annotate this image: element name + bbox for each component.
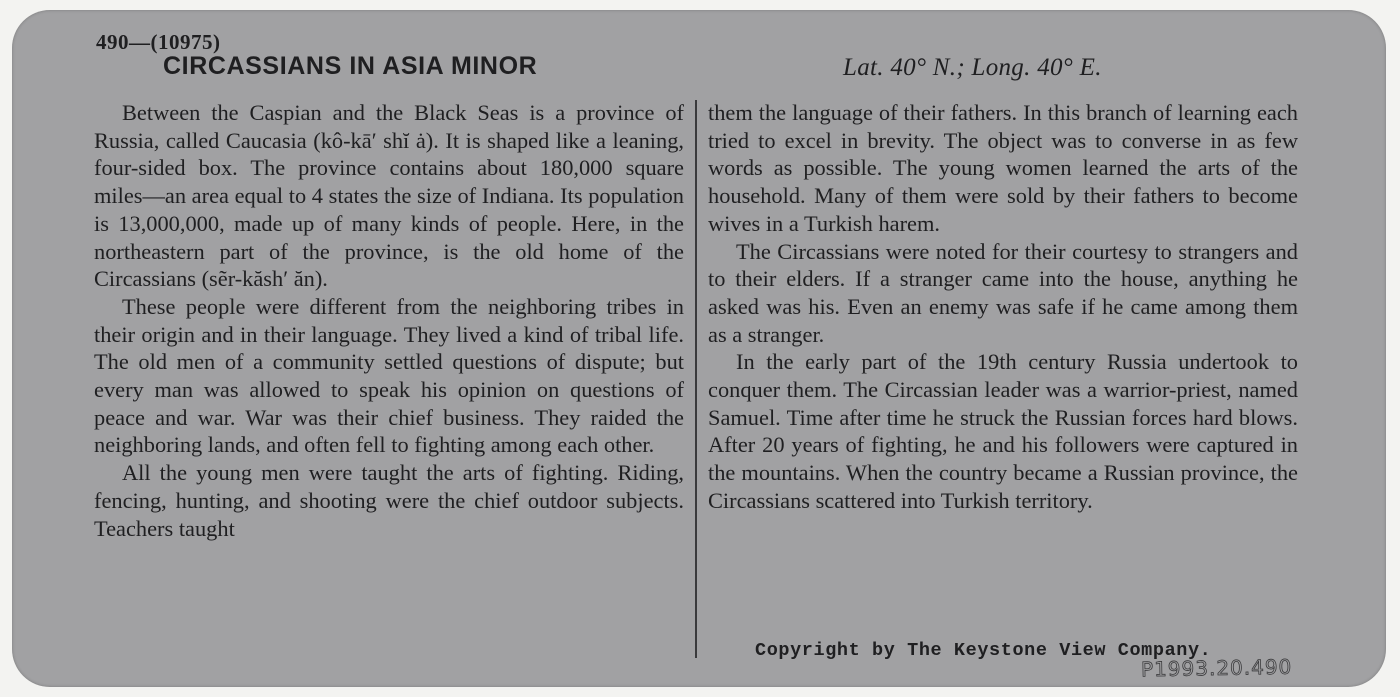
right-text-column bbox=[708, 99, 1298, 515]
left-text-column bbox=[94, 99, 684, 542]
paragraph-caucasia: Between the Caspian and the Black Seas is a province of Russia, called Caucasia (kô-kā′ shĭ ȧ). It is shaped like a leaning, four-sided box. The province contains about 180,000 square miles—an area equal to 4 states the size of Indiana. Its population is 13,000,000, made up of many kinds of people. Here, in the northeastern part of the province, is the old home of the Circassians (sẽr-kăsh′ ăn). bbox=[94, 100, 684, 292]
paragraph-courtesy: The Circassians were noted for their courtesy to strangers and to their elders. If a stranger came into the house, anything he asked was his. Even an enemy was safe if he came among them as a stranger. bbox=[708, 238, 1298, 347]
card-title: CIRCASSIANS IN ASIA MINOR bbox=[163, 52, 538, 80]
paragraph-tribes: These people were different from the neighboring tribes in their origin and in their language. They lived a kind of tribal life. The old men of a community settled questions of dispute; but every man was allowed to speak his opinion on questions of peace and war. War was their chief business. They raided the neighboring lands, and often fell to fighting among each other. bbox=[94, 293, 684, 458]
column-divider bbox=[695, 100, 697, 658]
paragraph-young-men: All the young men were taught the arts of fighting. Riding, fencing, hunting, and shooting were the chief outdoor subjects. Teachers taught bbox=[94, 460, 684, 541]
accession-number: P1993.20.490 bbox=[1140, 654, 1293, 682]
coordinates: Lat. 40° N.; Long. 40° E. bbox=[843, 54, 1102, 81]
paragraph-russia: In the early part of the 19th century Russia undertook to conquer them. The Circassian leader was a warrior-priest, named Samuel. Time after time he struck the Russian forces hard blows. After 20 years of fighting, he and his followers were captured in the mountains. When the country became a Russian province, the Circassians scattered into Turkish territory. bbox=[708, 349, 1298, 513]
copyright-notice: Copyright by The Keystone View Company. bbox=[755, 640, 1212, 661]
catalog-number: 490—(10975) bbox=[96, 30, 221, 54]
paragraph-language: them the language of their fathers. In this branch of learning each tried to excel in brevity. The object was to converse in as few words as possible. The young women learned the arts of the household. Many of them were sold by their fathers to become wives in a Turkish harem. bbox=[708, 100, 1298, 236]
